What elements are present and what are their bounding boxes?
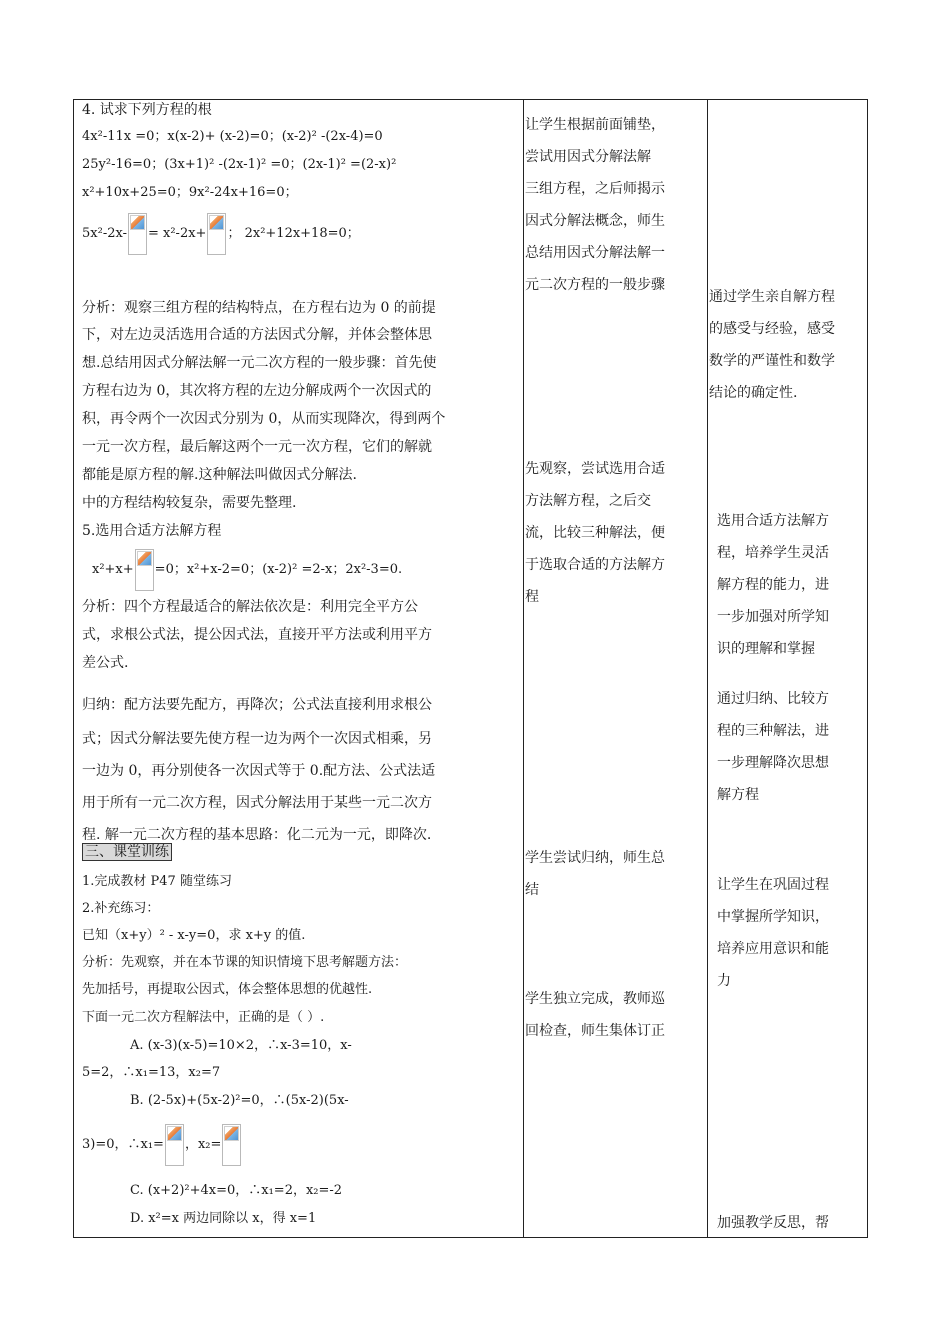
intent-line: 选用合适方法解方 [717,513,829,529]
intent-line: 培养应用意识和能 [717,941,829,957]
intent-line: 一步加强对所学知 [717,609,829,625]
practice-1: 1.完成教材 P47 随堂练习 [82,874,232,889]
broken-image-icon [207,213,226,255]
analysis-1-line: 积，再令两个一次因式分别为 0，从而实现降次，得到两个 [82,411,446,427]
intent-line: 通过归纳、比较方 [717,691,829,707]
activity-line: 尝试用因式分解法解 [525,149,651,165]
option-c: C. (x+2)²+4x=0，∴x₁=2，x₂=-2 [130,1183,343,1198]
analysis-1-line: 方程右边为 0，其次将方程的左边分解成两个一次因式的 [82,383,432,399]
q4-title: 4. 试求下列方程的根 [82,102,212,118]
activity-line: 学生独立完成，教师巡 [525,991,665,1007]
activity-line: 三组方程，之后师揭示 [525,181,665,197]
activity-line: 总结用因式分解法解一 [525,245,665,261]
intent-line: 一步理解降次思想 [717,755,829,771]
equation-row-2: 25y²-16=0；(3x+1)² -(2x-1)² =0；(2x-1)² =(2-x)² [82,157,397,172]
intent-line: 数学的严谨性和数学 [709,353,835,369]
broken-image-icon [128,213,147,255]
equation-row-4-part-c: ； 2x²+12x+18=0； [227,226,360,241]
option-d: D. x²=x 两边同除以 x，得 x=1 [130,1211,317,1226]
analysis-1-line: 一元一次方程，最后解这两个一元一次方程，它们的解就 [82,439,432,455]
option-b-line-2-part-a: 3)=0，∴x₁= [82,1137,164,1152]
activity-line: 先观察，尝试选用合适 [525,461,665,477]
activity-line: 回检查，师生集体订正 [525,1023,665,1039]
option-a-line-1: A. (x-3)(x-5)=10×2，∴x-3=10，x- [130,1038,352,1053]
activity-line: 结 [525,882,539,898]
analysis-1-line: 中的方程结构较复杂，需要先整理. [82,495,297,511]
intent-line: 的感受与经验，感受 [709,321,835,337]
activity-line: 让学生根据前面铺垫， [525,117,665,133]
option-b-line-1: B. (2-5x)+(5x-2)²=0，∴(5x-2)(5x- [130,1093,349,1108]
analysis-2-line: 差公式. [82,655,129,671]
broken-image-icon [135,549,154,591]
intent-line: 解方程的能力，进 [717,577,829,593]
option-a-line-2: 5=2，∴x₁=13，x₂=7 [82,1065,221,1080]
multiple-choice-question: 下面一元二次方程解法中，正确的是（ ）. [82,1010,325,1025]
q5-equations-part-b: =0；x²+x-2=0；(x-2)² =2-x；2x²-3=0. [154,562,403,577]
activity-line: 于选取合适的方法解方 [525,557,665,573]
summary-line: 程. 解一元二次方程的基本思路：化二元为一元，即降次. [82,827,432,843]
equation-row-4-part-a: 5x²-2x- [82,226,127,241]
analysis-1-line: 分析：观察三组方程的结构特点，在方程右边为 0 的前提 [82,300,436,316]
intent-line: 通过学生亲自解方程 [709,289,835,305]
activity-line: 程 [525,589,539,605]
intent-line: 中掌握所学知识， [717,909,829,925]
intent-line: 解方程 [717,787,759,803]
q5-title: 5.选用合适方法解方程 [82,523,222,539]
analysis-1-line: 想.总结用因式分解法解一元二次方程的一般步骤：首先使 [82,355,437,371]
option-b-line-2 [82,1120,242,1170]
broken-image-icon [165,1124,184,1166]
analysis-2-line: 分析：四个方程最适合的解法依次是：利用完全平方公 [82,599,418,615]
activity-line: 因式分解法概念，师生 [525,213,665,229]
intent-line: 程，培养学生灵活 [717,545,829,561]
equation-row-4 [82,212,360,256]
broken-image-icon [222,1124,241,1166]
activity-line: 流，比较三种解法，便 [525,525,665,541]
equation-row-4-part-b: = x²-2x+ [147,226,207,241]
q5-equations [92,548,402,592]
activity-line: 学生尝试归纳，师生总 [525,850,665,866]
summary-line: 归纳：配方法要先配方，再降次；公式法直接利用求根公 [82,697,432,713]
equation-row-1: 4x²-11x =0；x(x-2)+ (x-2)=0；(x-2)² -(2x-4)=0 [82,129,383,144]
analysis-1-line: 下，对左边灵活选用合适的方法因式分解，并体会整体思 [82,327,432,343]
column-divider-2 [707,100,708,1237]
activity-line: 元二次方程的一般步骤 [525,277,665,293]
exercise-analysis-2: 先加括号，再提取公因式，体会整体思想的优越性. [82,982,373,997]
option-b-line-2-part-b: ，x₂= [184,1137,222,1152]
intent-line: 加强教学反思，帮 [717,1215,829,1231]
exercise-question: 已知（x+y）² - x-y=0，求 x+y 的值. [82,928,306,943]
intent-line: 识的理解和掌握 [717,641,815,657]
section-3-heading-text: 三、课堂训练 [82,843,172,861]
summary-line: 一边为 0，再分别使各一次因式等于 0.配方法、公式法适 [82,763,436,779]
intent-line: 结论的确定性. [709,385,798,401]
intent-line: 程的三种解法，进 [717,723,829,739]
summary-line: 用于所有一元二次方程，因式分解法用于某些一元二次方 [82,795,432,811]
exercise-analysis-1: 分析：先观察，并在本节课的知识情境下思考解题方法： [82,955,408,970]
column-divider-1 [523,100,524,1237]
analysis-2-line: 式，求根公式法，提公因式法，直接开平方法或利用平方 [82,627,432,643]
practice-2: 2.补充练习： [82,901,160,916]
equation-row-3: x²+10x+25=0；9x²-24x+16=0； [82,185,298,200]
summary-line: 式；因式分解法要先使方程一边为两个一次因式相乘，另 [82,731,432,747]
section-3-heading [82,843,172,861]
analysis-1-line: 都能是原方程的解.这种解法叫做因式分解法. [82,467,357,483]
intent-line: 让学生在巩固过程 [717,877,829,893]
activity-line: 方法解方程，之后交 [525,493,651,509]
intent-line: 力 [717,973,731,989]
q5-equations-part-a: x²+x+ [92,562,134,577]
